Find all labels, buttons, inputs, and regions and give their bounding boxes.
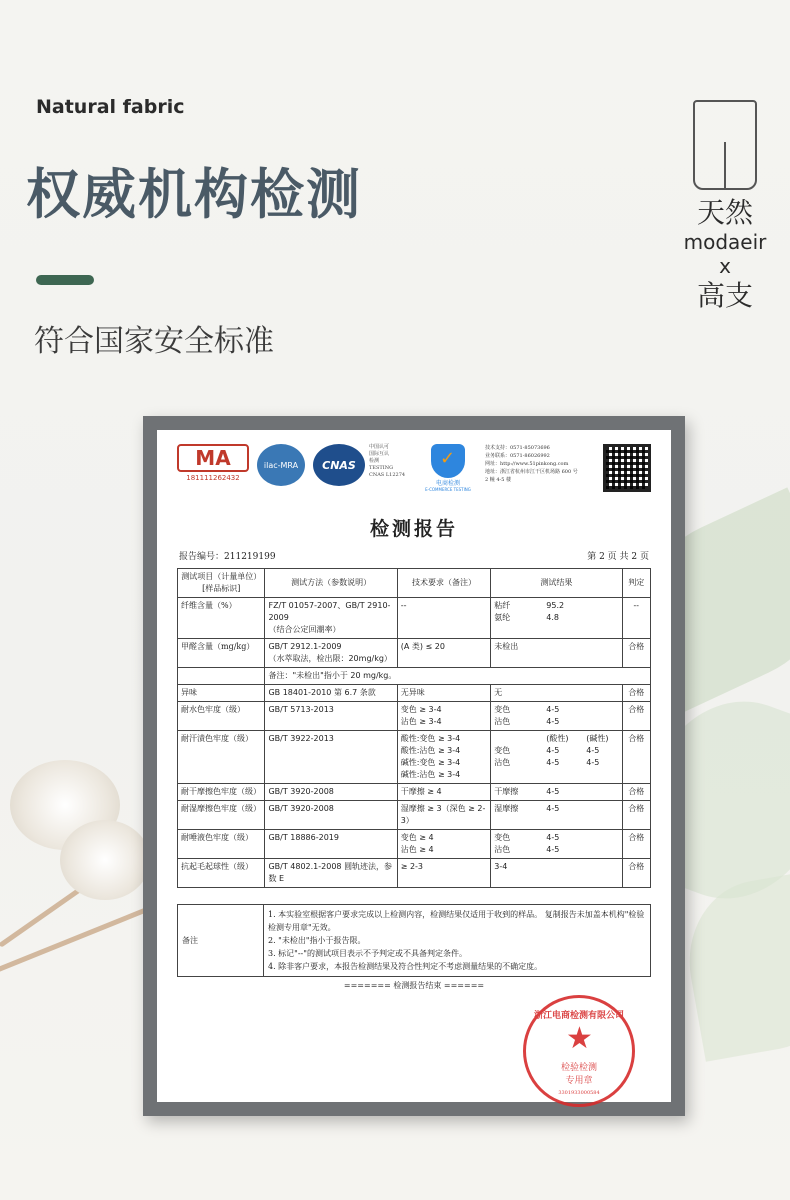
notes-table — [177, 904, 651, 977]
note-item: 4. 除非客户要求，本报告检测结果及符合性判定不考虑测量结果的不确定度。 — [268, 962, 543, 971]
report-number: 报告编号：211219199 — [179, 552, 276, 562]
product-line-4: 高支 — [696, 279, 753, 312]
note-item: 1. 本实验室根据客户要求完成以上检测内容，检测结果仅适用于收到的样品。 复制报告未加盖本机构"检验检测专用章"无效。 — [268, 910, 645, 932]
notes-list — [264, 905, 651, 977]
product-line-1: 天然 — [696, 196, 753, 229]
page-description: 符合国家安全标准 — [34, 324, 274, 359]
column-header: 判定 — [622, 569, 651, 598]
note-item: 3. 标记"--"的测试项目表示不予判定或不具备判定条件。 — [268, 949, 467, 958]
column-header: 测试方法（参数说明） — [265, 569, 397, 598]
accent-bar — [36, 275, 94, 285]
certificate-frame — [143, 416, 685, 1116]
page-info: 第 2 页 共 2 页 — [587, 552, 649, 562]
table-row: 耐干摩擦色牢度（级） GB/T 3920-2008 干摩擦 ≥ 4 干摩擦 4-5 合格 — [178, 784, 651, 801]
test-report — [157, 430, 671, 1102]
qr-code-icon — [603, 444, 651, 492]
star-icon: ★ — [566, 1021, 593, 1056]
report-meta — [177, 549, 651, 562]
cnas-text: 中国认可 国际互认 检测 TESTING CNAS L12274 — [369, 444, 406, 478]
notes-row — [178, 905, 651, 977]
table-row: 异味 GB 18401-2010 第 6.7 条款 无异味 无 合格 — [178, 685, 651, 702]
column-header: 测试结果 — [491, 569, 622, 598]
report-title: 检测报告 — [369, 518, 458, 540]
table-row: 耐水色牢度（级） GB/T 5713-2013 变色 ≥ 3-4 沾色 ≥ 3-4 变色 4-5 沾色 4-5 合格 — [178, 702, 651, 731]
shield-check-icon — [431, 444, 465, 478]
table-row: 耐唾液色牢度（级） GB/T 18886-2019 变色 ≥ 4 沾色 ≥ 4 变色 4-5 沾色 4-5 合格 — [178, 830, 651, 859]
table-row-footnote: 备注："未检出"指小于 20 mg/kg。 — [178, 668, 651, 685]
column-header: 技术要求（备注） — [397, 569, 491, 598]
test-results-table — [177, 568, 651, 888]
official-stamp: 浙江电商检测有限公司 ★ 检验检测 专用章 3301933000584 — [523, 995, 635, 1107]
table-row: 耐汗渍色牢度（级） GB/T 3922-2013 酸性:变色 ≥ 3-4 酸性:沾色 ≥ 3-4 碱性:变色 ≥ 3-4 碱性:沾色 ≥ 3-4 (酸性) (碱性) 变色 4-5 4-5 沾色 4-5 4-5 合格 — [178, 731, 651, 784]
certificate-header — [177, 444, 651, 504]
table-row: 甲醛含量（mg/kg） GB/T 2912.1-2009 （水萃取法，检出限：20mg/kg） (A 类) ≤ 20 未检出 合格 — [178, 639, 651, 668]
column-header: 测试项目（计量单位）[样品标识] — [178, 569, 265, 598]
english-subtitle: Natural fabric — [36, 96, 185, 118]
decorative-leaf — [676, 868, 790, 1061]
ecommerce-testing-logo: ✓ 电商检测 E-COMMERCE TESTING — [421, 444, 475, 492]
decorative-flower — [60, 820, 150, 900]
lab-contact-info: 技术支持：0571-85073696 业务联系：0571-86026992 网址：http://www.51pinkong.com 地址：浙江省杭州市江干区机场路 600 号 2 幢 4-5 楼 — [485, 445, 578, 483]
table-row: 耐湿摩擦色牢度（级） GB/T 3920-2008 湿摩擦 ≥ 3（深色 ≥ 2-3） 湿摩擦 4-5 合格 — [178, 801, 651, 830]
product-badge — [670, 100, 780, 314]
table-row: 纤维含量（%） FZ/T 01057-2007、GB/T 2910-2009 （结合公定回潮率） -- 粘纤 95.2 氨纶 4.8 -- — [178, 598, 651, 639]
page-title: 权威机构检测 — [26, 163, 362, 226]
table-header-row — [178, 569, 651, 598]
note-item: 2. "未检出"指小于报告限。 — [268, 936, 366, 945]
table-row: 抗起毛起球性（级） GB/T 4802.1-2008 圆轨迹法，参数 E ≥ 2-3 3-4 合格 — [178, 859, 651, 888]
ma-logo: MA 181111262432 — [177, 444, 249, 482]
product-line-3: x — [719, 254, 731, 278]
product-line-2: modaeir — [683, 230, 767, 254]
shorts-icon — [693, 100, 757, 190]
notes-label: 备注 — [178, 905, 264, 977]
report-end-marker: ======= 检测报告结束 ====== — [343, 981, 485, 990]
cnas-logo: CNAS — [313, 444, 365, 486]
ilac-mra-logo: ilac-MRA — [257, 444, 305, 486]
